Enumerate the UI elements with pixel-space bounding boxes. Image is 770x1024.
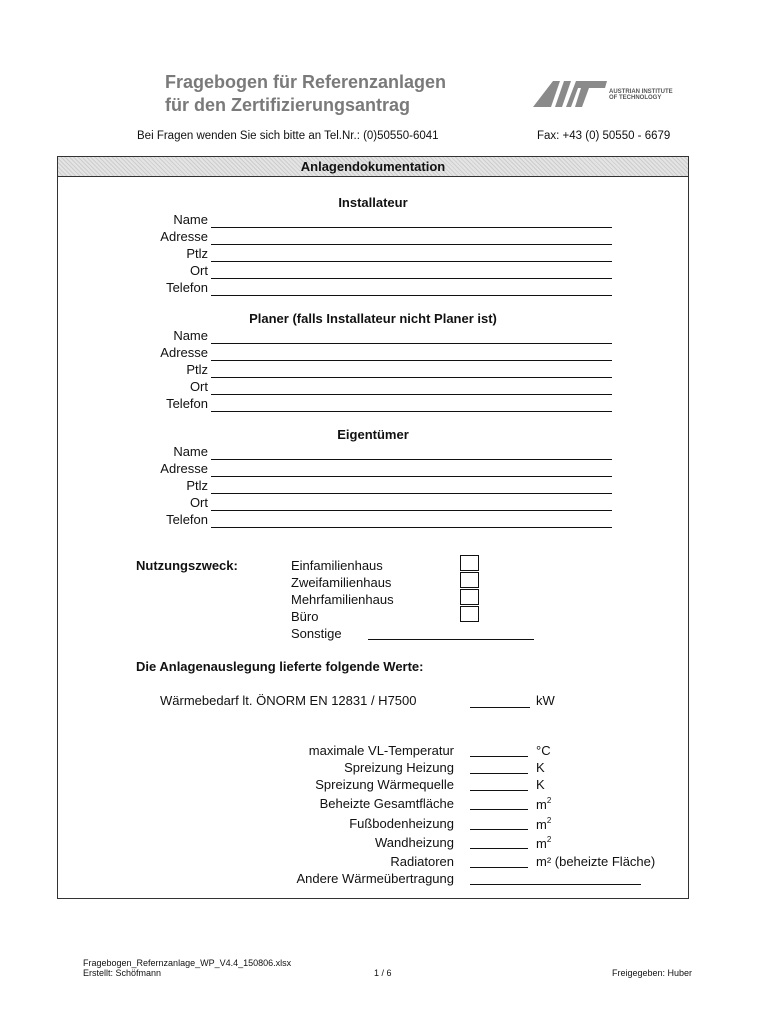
- wall-heating-unit: $m^2$: [536, 835, 552, 851]
- installer-heading: Installateur: [338, 195, 408, 210]
- design-heading: Die Anlagenauslegung lieferte folgende Werte:: [136, 659, 424, 674]
- checkbox-multi-family[interactable]: [460, 589, 479, 605]
- heated-area-unit: $m^2$: [536, 796, 552, 812]
- radiators-field[interactable]: [470, 867, 528, 868]
- planner-zip-label: Ptlz: [186, 362, 208, 377]
- owner-phone-label: Telefon: [166, 512, 208, 527]
- owner-city-label: Ort: [189, 495, 208, 510]
- installer-city-field[interactable]: [211, 278, 612, 279]
- owner-zip-field[interactable]: [211, 493, 612, 494]
- checkbox-two-family[interactable]: [460, 572, 479, 588]
- other-usage-field[interactable]: [368, 639, 534, 640]
- radiators-unit: m² (beheizte Fläche): [536, 854, 656, 869]
- usage-option-single-family: Einfamilienhaus: [291, 558, 383, 573]
- owner-phone-field[interactable]: [211, 527, 612, 528]
- owner-city-field[interactable]: [211, 510, 612, 511]
- contact-phone: Bei Fragen wenden Sie sich bitte an Tel.Nr.: (0)50550-6041: [137, 130, 439, 142]
- title-line-1: Fragebogen für Referenzanlagen: [165, 72, 447, 92]
- installer-city-label: Ort: [189, 263, 208, 278]
- planner-address-label: Adresse: [160, 345, 208, 360]
- contact-fax: Fax: +43 (0) 50550 - 6679: [537, 130, 671, 142]
- logo-subtitle-2: OF TECHNOLOGY: [609, 95, 662, 101]
- usage-option-two-family: Zweifamilienhaus: [291, 575, 392, 590]
- footer-filename: Fragebogen_Refernzanlage_WP_V4.4_150806.xlsx: [83, 958, 292, 968]
- checkbox-single-family[interactable]: [460, 555, 479, 571]
- installer-name-field[interactable]: [211, 227, 612, 228]
- installer-zip-label: Ptlz: [186, 246, 208, 261]
- spread-heating-label: Spreizung Heizung: [344, 760, 454, 775]
- footer-approved-by: Freigegeben: Huber: [612, 968, 693, 978]
- footer-page-number: 1 / 6: [374, 968, 392, 978]
- owner-heading: Eigentümer: [337, 427, 409, 442]
- footer-created-by: Erstellt: Schöfmann: [83, 968, 162, 978]
- installer-name-label: Name: [173, 212, 208, 227]
- max-flow-temp-unit: °C: [536, 743, 551, 758]
- owner-name-field[interactable]: [211, 459, 612, 460]
- installer-phone-field[interactable]: [211, 295, 612, 296]
- owner-zip-label: Ptlz: [186, 478, 208, 493]
- floor-heating-label: Fußbodenheizung: [349, 816, 454, 831]
- planner-city-label: Ort: [189, 379, 208, 394]
- usage-option-office: Büro: [291, 609, 319, 624]
- spread-heating-unit: K: [536, 760, 545, 775]
- checkbox-office[interactable]: [460, 606, 479, 622]
- heat-demand-label: Wärmebedarf lt. ÖNORM EN 12831 / H7500: [160, 693, 417, 708]
- other-transfer-field[interactable]: [470, 884, 641, 885]
- owner-address-label: Adresse: [160, 461, 208, 476]
- spread-source-unit: K: [536, 777, 545, 792]
- planner-name-field[interactable]: [211, 343, 612, 344]
- radiators-label: Radiatoren: [390, 854, 454, 869]
- planner-phone-label: Telefon: [166, 396, 208, 411]
- owner-address-field[interactable]: [211, 476, 612, 477]
- usage-option-other: Sonstige: [291, 626, 342, 641]
- spread-heating-field[interactable]: [470, 773, 528, 774]
- installer-zip-field[interactable]: [211, 261, 612, 262]
- planner-phone-field[interactable]: [211, 411, 612, 412]
- installer-address-field[interactable]: [211, 244, 612, 245]
- heat-demand-field[interactable]: [470, 707, 530, 708]
- planner-heading: Planer (falls Installateur nicht Planer ist): [249, 311, 497, 326]
- ait-logo: [533, 79, 683, 109]
- planner-name-label: Name: [173, 328, 208, 343]
- installer-address-label: Adresse: [160, 229, 208, 244]
- planner-zip-field[interactable]: [211, 377, 612, 378]
- floor-heating-unit: $m^2$: [536, 816, 552, 832]
- installer-phone-label: Telefon: [166, 280, 208, 295]
- logo-subtitle-1: AUSTRIAN INSTITUTE: [609, 89, 673, 95]
- title-line-2: für den Zertifizierungsantrag: [165, 95, 411, 115]
- planner-address-field[interactable]: [211, 360, 612, 361]
- section-bar-title: Anlagendokumentation: [300, 159, 446, 174]
- heated-area-label: Beheizte Gesamtfläche: [319, 796, 454, 811]
- wall-heating-field[interactable]: [470, 848, 528, 849]
- owner-name-label: Name: [173, 444, 208, 459]
- planner-city-field[interactable]: [211, 394, 612, 395]
- max-flow-temp-field[interactable]: [470, 756, 528, 757]
- heated-area-field[interactable]: [470, 809, 528, 810]
- spread-source-label: Spreizung Wärmequelle: [315, 777, 454, 792]
- heat-demand-unit: kW: [536, 693, 555, 708]
- usage-label: Nutzungszweck:: [136, 558, 238, 573]
- wall-heating-label: Wandheizung: [374, 835, 454, 850]
- floor-heating-field[interactable]: [470, 829, 528, 830]
- other-transfer-label: Andere Wärmeübertragung: [296, 871, 454, 886]
- spread-source-field[interactable]: [470, 790, 528, 791]
- usage-option-multi-family: Mehrfamilienhaus: [291, 592, 394, 607]
- max-flow-temp-label: maximale VL-Temperatur: [308, 743, 454, 758]
